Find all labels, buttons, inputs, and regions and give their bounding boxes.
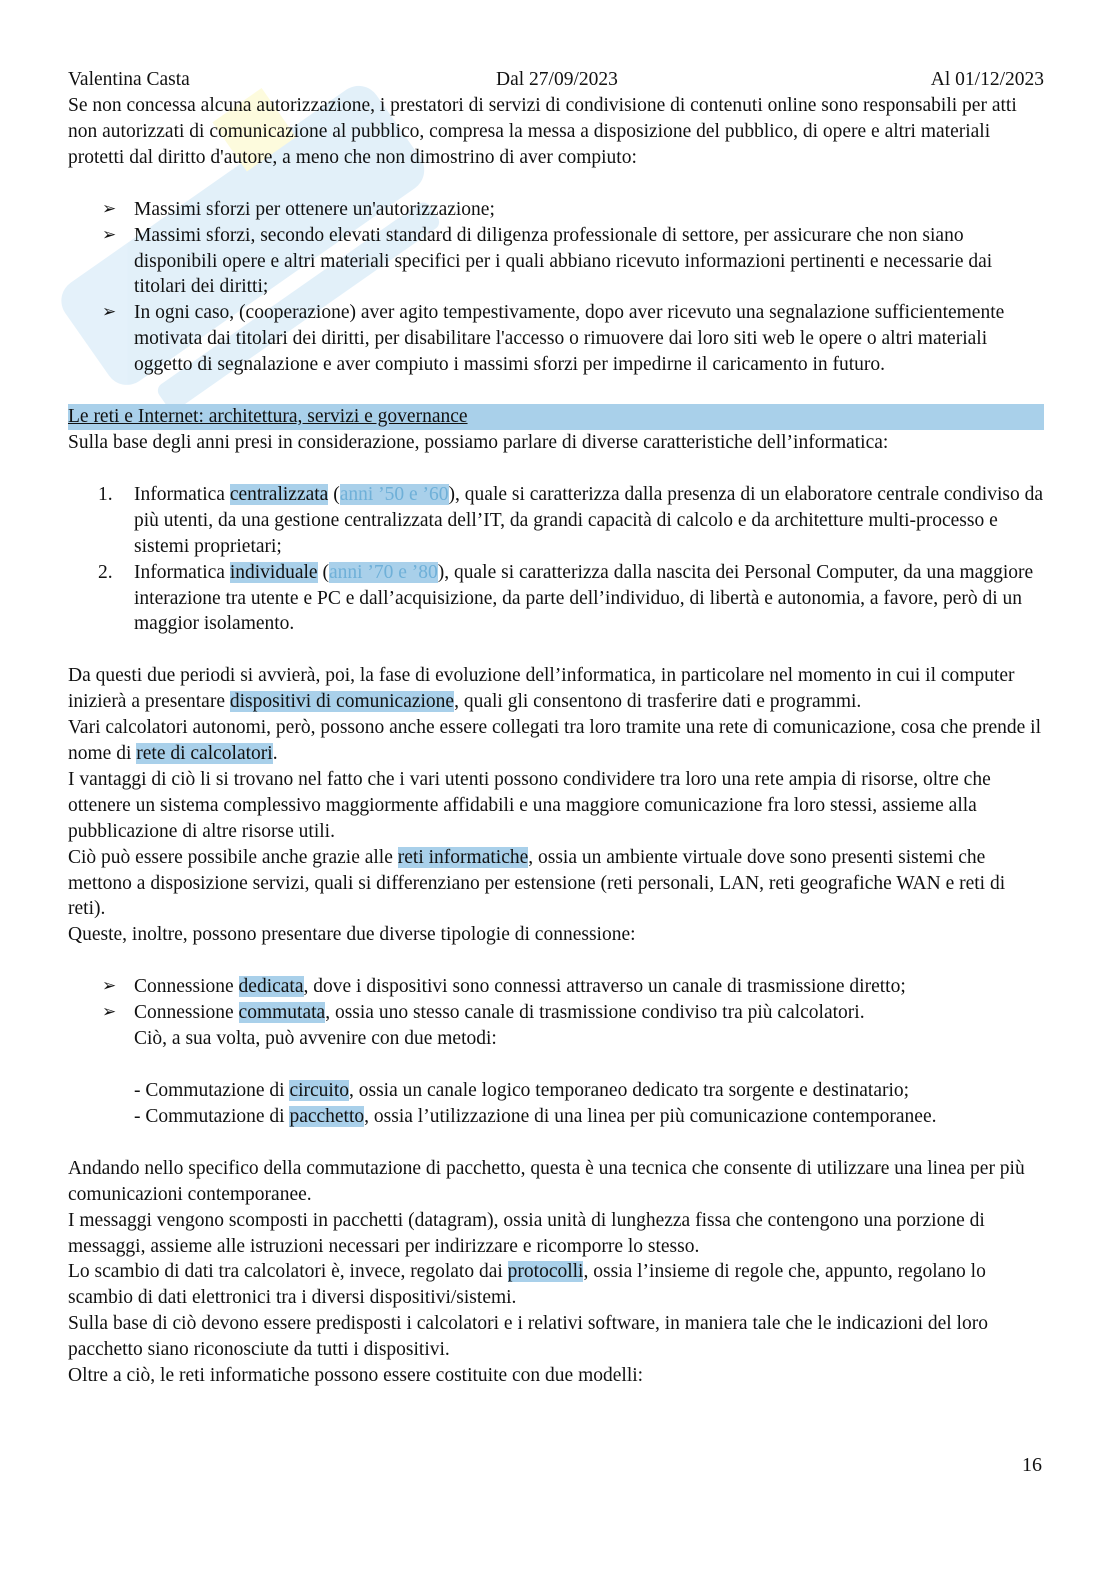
advantages-paragraph: I vantaggi di ciò li si trovano nel fatto che i vari utenti possono condividere tra loro una rete ampia di risorse, oltre che ottenere un sistema complessivo maggiormente affidabili e una maggiore comunicazione fra loro stessi, assieme alla pubblicazione di altre risorse utili. bbox=[68, 768, 991, 842]
connections-list bbox=[68, 974, 1044, 1026]
evolution-paragraph: Da questi due periodi si avvierà, poi, la fase di evoluzione dell’informatica, in particolare nel momento in cui il computer inizierà a presentare dispositivi di comunicazione, quali gli consentono di trasferire dati e programmi. bbox=[68, 665, 1015, 713]
highlight-term: dedicata bbox=[238, 976, 304, 998]
era-number: 2. bbox=[98, 561, 113, 583]
highlight-term: rete di calcolatori bbox=[136, 743, 273, 765]
page-header bbox=[68, 67, 1044, 93]
methods-intro: Ciò, a sua volta, può avvenire con due metodi: bbox=[134, 1028, 497, 1050]
header-to-date: Al 01/12/2023 bbox=[930, 69, 1044, 90]
software-paragraph: Sulla base di ciò devono essere predisposti i calcolatori e i relativi software, in maniera tale che le indicazioni del loro pacchetto siano riconosciute da tutti i dispositivi. bbox=[68, 1313, 988, 1361]
protocols-paragraph: Lo scambio di dati tra calcolatori è, invece, regolato dai protocolli, ossia l’insieme di regole che, appunto, regolano lo scambio di dati elettronici tra i diversi dispositivi/sistemi. bbox=[68, 1261, 986, 1309]
intro-paragraph: Se non concessa alcuna autorizzazione, i prestatori di servizi di condivisione di contenuti online sono responsabili per atti non autorizzati di comunicazione al pubblico, compresa la messa a disposizione del pubblico, di opere e altri materiali protetti dal diritto d'autore, a meno che non dimostrino di aver compiuto: bbox=[68, 95, 1017, 168]
method-item: - Commutazione di pacchetto, ossia l’utilizzazione di una linea per più comunicazione contemporanee. bbox=[134, 1105, 937, 1127]
section-intro: Sulla base degli anni presi in considerazione, possiamo parlare di diverse caratteristiche dell’informatica: bbox=[68, 431, 889, 453]
highlight-term: dispositivi di comunicazione bbox=[229, 691, 455, 713]
highlight-term: centralizzata bbox=[229, 483, 329, 505]
obligation-item: ➢ Massimi sforzi, secondo elevati standard di diligenza professionale di settore, per assicurare che non siano disponibili opere e altri materiali specifici per i quali abbiano ricevuto informazioni pertinenti e necessarie dai titolari dei diritti; bbox=[68, 223, 1044, 301]
models-intro: Oltre a ciò, le reti informatiche possono essere costituite con due modelli: bbox=[68, 1365, 644, 1387]
era-item: 1. Informatica centralizzata (anni ’50 e ’60), quale si caratterizza dalla presenza di un elaboratore centrale condiviso da più utenti, da una gestione centralizzata dell’IT, da grandi capacità di calcolo e da architetture multi-processo e sistemi proprietari; bbox=[98, 483, 1043, 557]
highlight-period: anni ’50 e ’60 bbox=[339, 483, 449, 505]
highlight-term: pacchetto bbox=[289, 1105, 365, 1127]
eras-list bbox=[68, 482, 1044, 637]
era-number: 1. bbox=[98, 483, 113, 505]
obligations-list bbox=[68, 197, 1044, 378]
highlight-term: circuito bbox=[289, 1080, 349, 1101]
page-content bbox=[68, 93, 1044, 1389]
header-from-date: Dal 27/09/2023 bbox=[496, 69, 618, 90]
connection-types-intro: Queste, inoltre, possono presentare due diverse tipologie di connessione: bbox=[68, 924, 636, 946]
connection-item: ➢ Connessione commutata, ossia uno stesso canale di trasmissione condiviso tra più calcolatori. bbox=[68, 1000, 1044, 1026]
highlight-term: protocolli bbox=[507, 1261, 584, 1283]
section-title: Le reti e Internet: architettura, servizi e governance bbox=[68, 404, 1044, 430]
era-item: 2. Informatica individuale (anni ’70 e ’80), quale si caratterizza dalla nascita dei Personal Computer, da una maggiore interazione tra utente e PC e dall’acquisizione, da parte dell’individuo, di libertà e autonomia, a favore, però di un maggior isolamento. bbox=[98, 561, 1034, 635]
highlight-term: commutata bbox=[238, 1002, 326, 1024]
highlight-period: anni ’70 e ’80 bbox=[328, 561, 438, 583]
method-item: - Commutazione di circuito, ossia un canale logico temporaneo dedicato tra sorgente e destinatario; bbox=[134, 1080, 910, 1101]
packet-paragraph: Andando nello specifico della commutazione di pacchetto, questa è una tecnica che consente di utilizzare una linea per più comunicazioni contemporanee. bbox=[68, 1157, 1025, 1205]
datagram-paragraph: I messaggi vengono scomposti in pacchetti (datagram), ossia unità di lunghezza fissa che contengono una porzione di messaggi, assieme alle istruzioni necessari per indirizzare e ricomporre lo stesso. bbox=[68, 1209, 985, 1257]
page-number: 16 bbox=[1022, 1454, 1042, 1476]
obligation-item: ➢ Massimi sforzi per ottenere un'autorizzazione; bbox=[68, 197, 1044, 223]
highlight-term: reti informatiche bbox=[397, 846, 529, 868]
header-author: Valentina Casta bbox=[68, 69, 190, 90]
network-paragraph: Vari calcolatori autonomi, però, possono anche essere collegati tra loro tramite una rete di comunicazione, cosa che prende il nome di rete di calcolatori. bbox=[68, 717, 1041, 765]
connection-item: ➢ Connessione dedicata, dove i dispositivi sono connessi attraverso un canale di trasmissione diretto; bbox=[68, 974, 1044, 1000]
informatic-networks-paragraph: Ciò può essere possibile anche grazie alle reti informatiche, ossia un ambiente virtuale dove sono presenti sistemi che mettono a disposizione servizi, quali si differenziano per estensione (reti personali, LAN, reti geografiche WAN e reti di reti). bbox=[68, 846, 1006, 920]
obligation-item: ➢ In ogni caso, (cooperazione) aver agito tempestivamente, dopo aver ricevuto una segnalazione sufficientemente motivata dai titolari dei diritti, per disabilitare l'accesso o rimuovere dai loro siti web le opere o altri materiali oggetto di segnalazione e aver compiuto i massimi sforzi per impedirne il caricamento in futuro. bbox=[68, 300, 1044, 378]
highlight-term: individuale bbox=[229, 561, 318, 583]
